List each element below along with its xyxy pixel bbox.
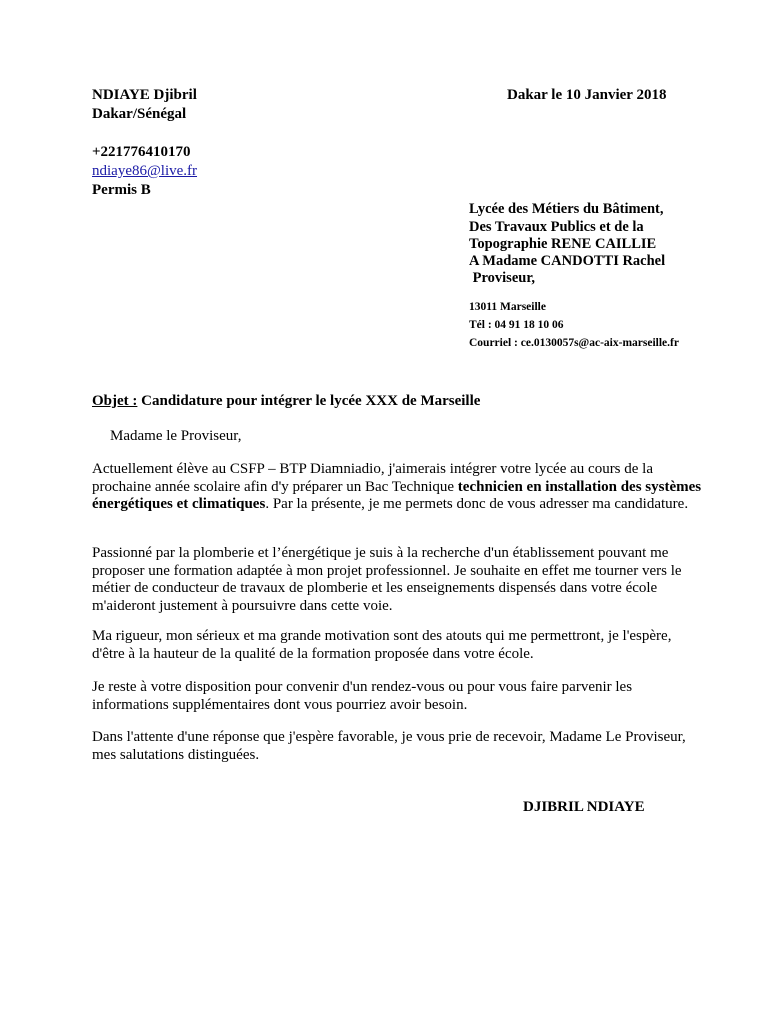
recipient-phone: Tél : 04 91 18 10 06: [469, 319, 564, 331]
recipient-line: Des Travaux Publics et de la: [469, 219, 644, 235]
subject-line: [92, 392, 480, 411]
sender-license: Permis B: [92, 182, 151, 198]
paragraph-5: Dans l'attente d'une réponse que j'espère favorable, je vous prie de recevoir, Madame Le Proviseur, mes salutations distinguées.: [92, 729, 686, 763]
letter-date: Dakar le 10 Janvier 2018: [507, 87, 667, 103]
sender-location: Dakar/Sénégal: [92, 106, 187, 122]
paragraph-1-highlight: technicien en installation des systèmes énergétiques et climatiques: [92, 478, 702, 512]
subject-label: Objet :: [92, 393, 138, 409]
recipient-line: Topographie RENE CAILLIE: [469, 236, 657, 252]
recipient-line: Lycée des Métiers du Bâtiment,: [469, 201, 664, 217]
recipient-city: 13011 Marseille: [469, 301, 546, 313]
sender-name: NDIAYE Djibril: [92, 87, 197, 103]
sender-phone: +221776410170: [92, 144, 191, 160]
paragraph-1: [92, 461, 702, 514]
salutation: Madame le Proviseur,: [110, 428, 242, 444]
paragraph-2: Passionné par la plomberie et l’énergétique je suis à la recherche d'un établissement pouvant me proposer une formation adaptée à mon projet professionnel. Je souhaite en effet me tourner vers le métier de conducteur de travaux de plomberie et les enseignements dispensés dans votre école m'aideront justement à poursuivre dans cette voie.: [92, 545, 682, 614]
recipient-email: Courriel : ce.0130057s@ac-aix-marseille.fr: [469, 337, 679, 349]
paragraph-3: Ma rigueur, mon sérieux et ma grande motivation sont des atouts qui me permettront, je l'espère, d'être à la hauteur de la qualité de la formation proposée dans votre école.: [92, 628, 672, 662]
paragraph-1-text-end: . Par la présente, je me permets donc de vous adresser ma candidature.: [265, 496, 689, 512]
recipient-title: Proviseur,: [469, 270, 536, 286]
recipient-line: A Madame CANDOTTI Rachel: [469, 253, 666, 269]
paragraph-1-text: Actuellement élève au CSFP – BTP Diamniadio, j'aimerais intégrer votre lycée au cours de la prochaine année scolaire afin d'y préparer un Bac Technique: [92, 461, 654, 495]
paragraph-4: Je reste à votre disposition pour convenir d'un rendez-vous ou pour vous faire parvenir les informations supplémentaires dont vous pourriez avoir besoin.: [92, 679, 633, 713]
subject-text: Candidature pour intégrer le lycée XXX de Marseille: [137, 393, 481, 409]
signature: DJIBRIL NDIAYE: [523, 799, 645, 815]
sender-email-link[interactable]: ndiaye86@live.fr: [92, 163, 198, 179]
